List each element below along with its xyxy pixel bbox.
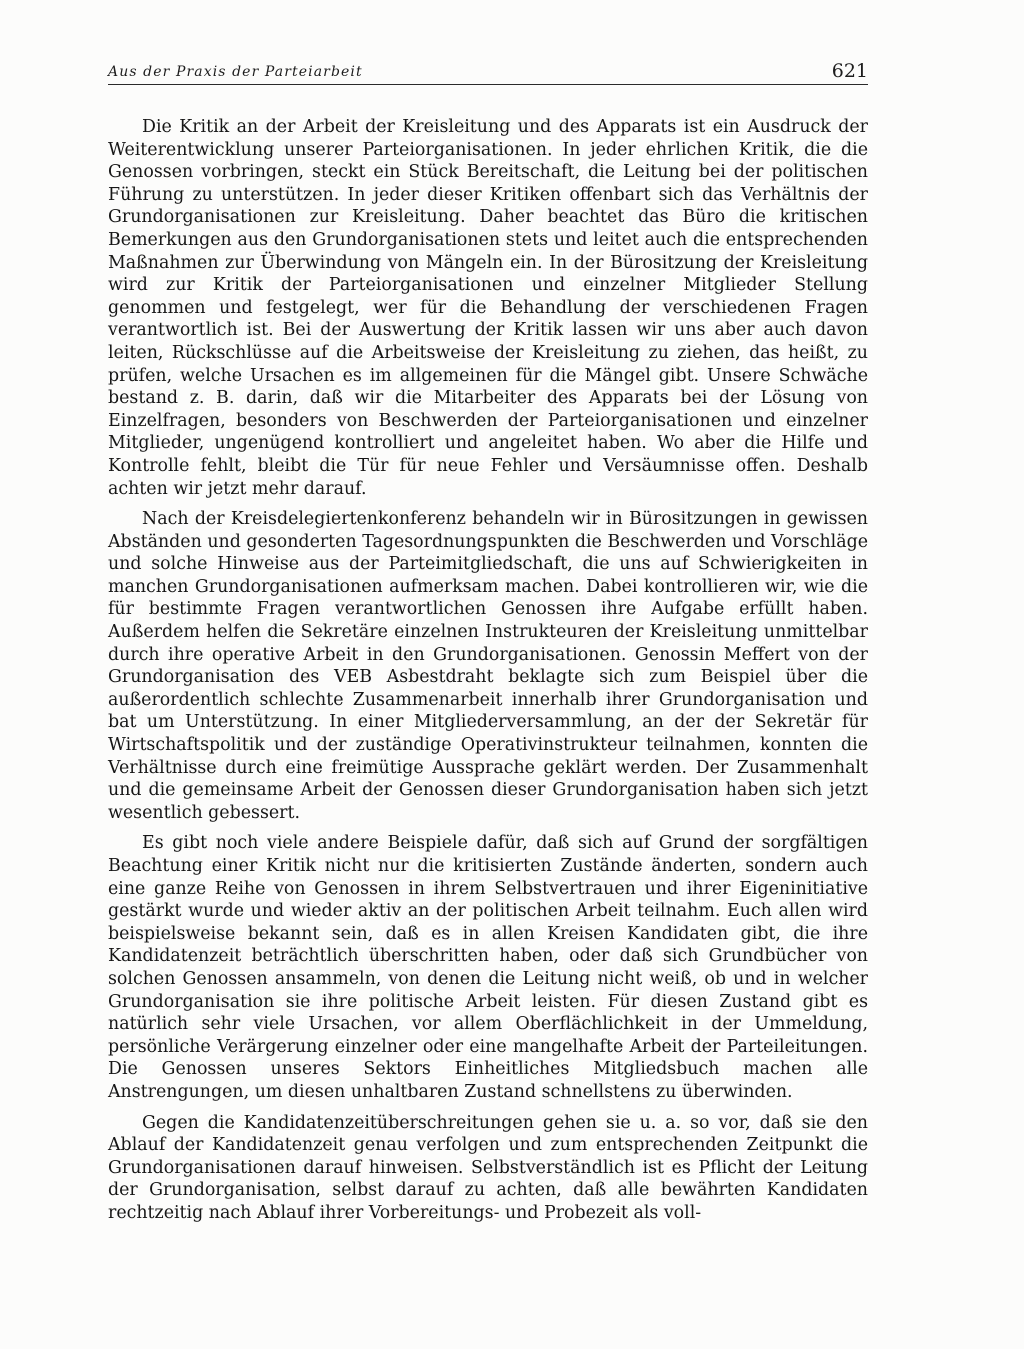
paragraph: Nach der Kreisdelegiertenkonferenz behandeln wir in Bürositzungen in gewissen Abständen und gesonderten Tagesordnungspunkten die Beschwerden und Vorschläge und solche Hinweise aus der Parteimitgliedschaft, die uns auf Schwierigkeiten in manchen Grundorganisationen aufmerksam machen. Dabei kontrollieren wir, wie die für bestimmte Fragen verantwortlichen Genossen ihre Aufgabe erfüllt haben. Außerdem helfen die Sekretäre einzelnen Instrukteuren der Kreisleitung unmittelbar durch ihre operative Arbeit in den Grundorganisationen. Genossin Meffert von der Grundorganisation des VEB Asbestdraht beklagte sich zum Beispiel über die außerordentlich schlechte Zusammenarbeit innerhalb ihrer Grundorganisation und bat um Unterstützung. In einer Mitgliederversammlung, an der der Sekretär für Wirtschaftspolitik und der zuständige Operativinstrukteur teilnahmen, konnten die Verhältnisse durch eine freimütige Aussprache geklärt werden. Der Zusammenhalt und die gemeinsame Arbeit der Genossen dieser Grundorganisation haben sich jetzt wesentlich gebessert.	[108, 509, 868, 823]
header-rule	[108, 84, 868, 85]
paragraph: Die Kritik an der Arbeit der Kreisleitung und des Apparats ist ein Ausdruck der Weiterentwicklung unserer Parteiorganisationen. In jeder ehrlichen Kritik, die die Genossen vorbringen, steckt ein Stück Bereitschaft, die Leitung bei der politischen Führung zu unterstützen. In jeder dieser Kritiken offenbart sich das Verhältnis der Grundorganisationen zur Kreisleitung. Daher beachtet das Büro die kritischen Bemerkungen aus den Grundorganisationen stets und leitet auch die entsprechenden Maßnahmen zur Überwindung von Mängeln ein. In der Bürositzung der Kreisleitung wird zur Kritik der Parteiorganisationen und einzelner Mitglieder Stellung genommen und festgelegt, wer für die Behandlung der verschiedenen Fragen verantwortlich ist. Bei der Auswertung der Kritik lassen wir uns aber auch davon leiten, Rückschlüsse auf die Arbeitsweise der Kreisleitung zu ziehen, das heißt, zu prüfen, welche Ursachen es im allgemeinen für die Mängel gibt. Unsere Schwäche bestand z. B. darin, daß wir die Mitarbeiter des Apparats bei der Lösung von Einzelfragen, besonders von Beschwerden der Parteiorganisationen und einzelner Mitglieder, ungenügend kontrolliert und angeleitet haben. Wo aber die Hilfe und Kontrolle fehlt, bleibt die Tür für neue Fehler und Versäumnisse offen. Deshalb achten wir jetzt mehr darauf.	[108, 117, 868, 499]
paragraph: Es gibt noch viele andere Beispiele dafür, daß sich auf Grund der sorgfältigen Beachtung einer Kritik nicht nur die kritisierten Zustände änderten, sondern auch eine ganze Reihe von Genossen in ihrem Selbstvertrauen und ihrer Eigeninitiative gestärkt wurde und wieder aktiv an der politischen Arbeit teilnahm. Euch allen wird beispielsweise bekannt sein, daß es in allen Kreisen Kandidaten gibt, die ihre Kandidatenzeit beträchtlich überschritten haben, oder daß sich Grundbücher von solchen Genossen ansammeln, von denen die Leitung nicht weiß, ob und in welcher Grundorganisation sie ihre politische Arbeit leisten. Für diesen Zustand gibt es natürlich sehr viele Ursachen, vor allem Oberflächlichkeit in der Ummeldung, persönliche Verärgerung einzelner oder eine mangelhafte Arbeit der Parteileitungen. Die Genossen unseres Sektors Einheitliches Mitgliedsbuch machen alle Anstrengungen, um diesen unhaltbaren Zustand schnellstens zu überwinden.	[108, 833, 868, 1102]
paragraph: Gegen die Kandidatenzeitüberschreitungen gehen sie u. a. so vor, daß sie den Ablauf der Kandidatenzeit genau verfolgen und zum entsprechenden Zeitpunkt die Grundorganisationen darauf hinweisen. Selbstverständlich ist es Pflicht der Leitung der Grundorganisation, selbst darauf zu achten, daß alle bewährten Kandidaten rechtzeitig nach Ablauf ihrer Vorbereitungs- und Probezeit als voll-	[108, 1112, 868, 1223]
running-title: Aus der Praxis der Parteiarbeit	[108, 64, 363, 80]
page-number: 621	[831, 60, 868, 82]
body-text	[108, 116, 868, 1233]
page-header	[108, 60, 868, 86]
